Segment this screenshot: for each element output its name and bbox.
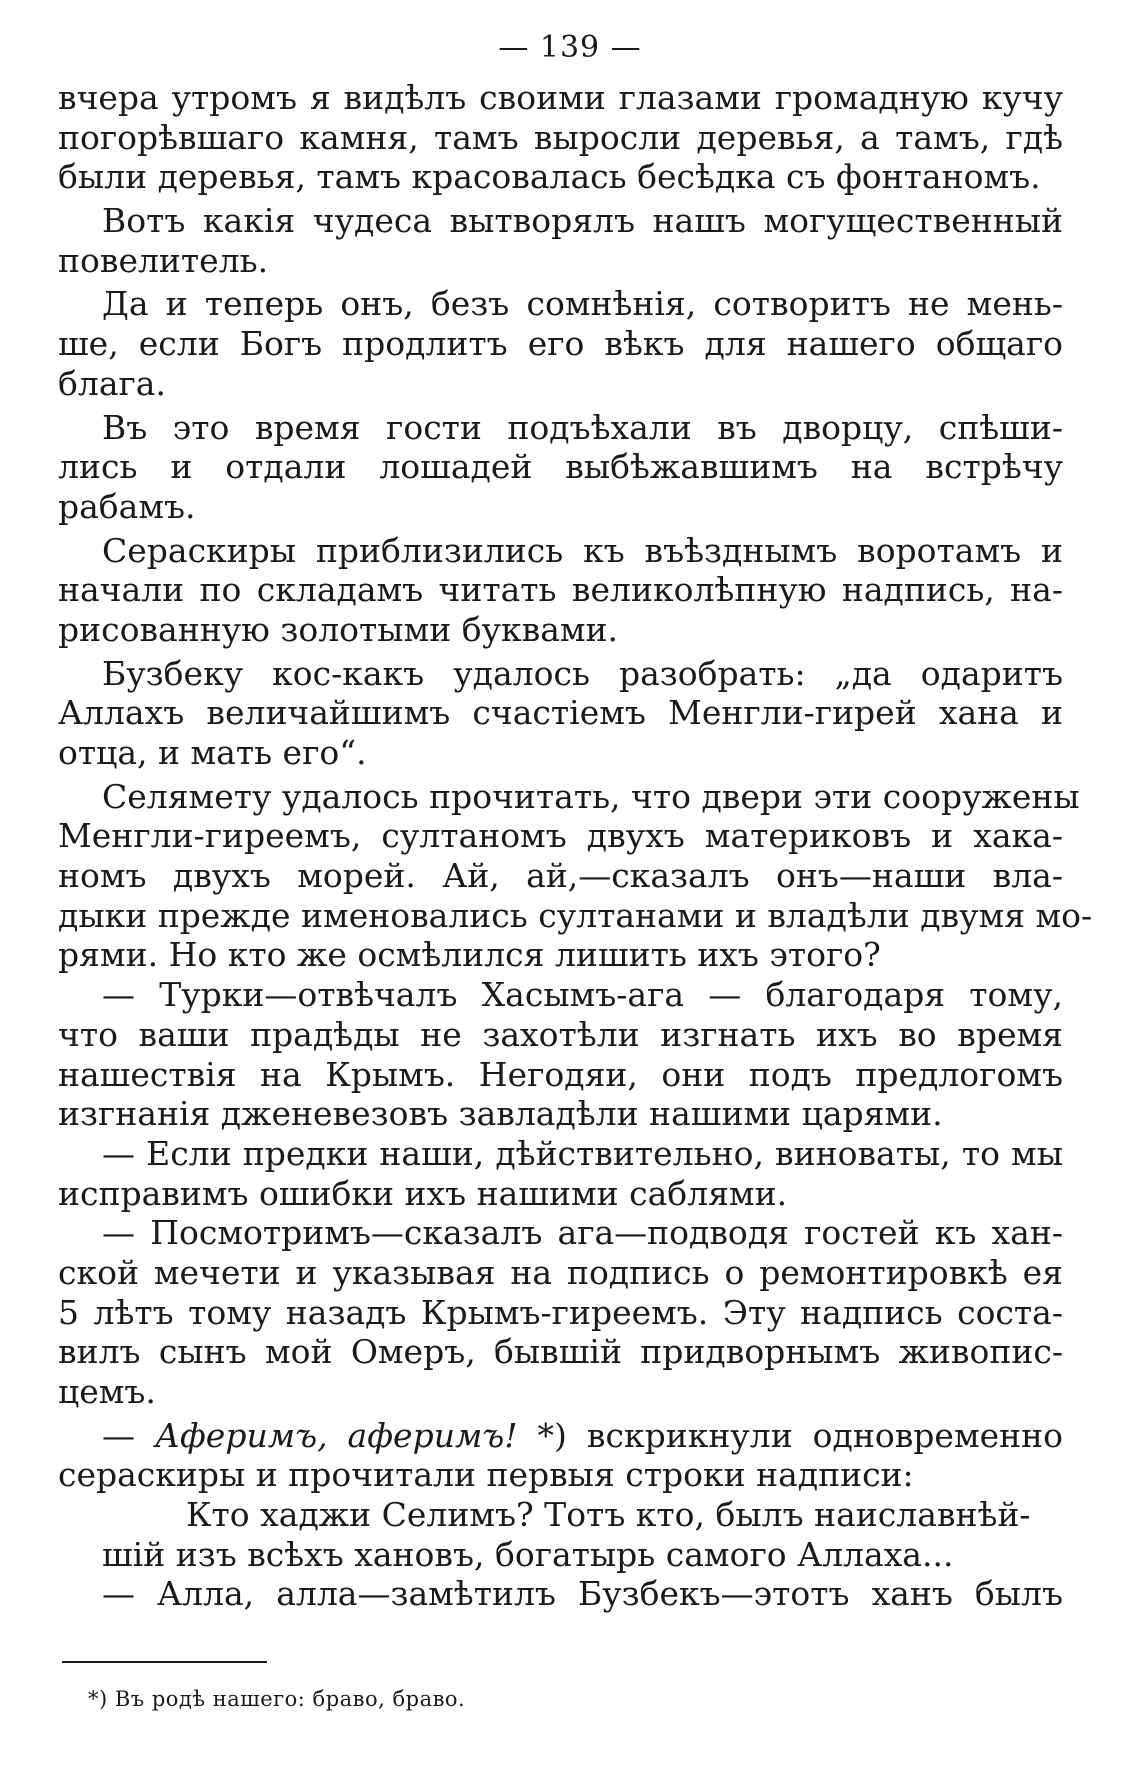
text-line: что ваши прадѣды не захотѣли изгнать ихъ во время bbox=[58, 1014, 1063, 1054]
footnote-divider bbox=[62, 1661, 267, 1663]
text-line: блага. bbox=[58, 363, 166, 403]
text-line: исправимъ ошибки ихъ нашими саблями. bbox=[58, 1173, 788, 1213]
text-line: Селямету удалось прочитать, что двери эти сооружены bbox=[102, 776, 1080, 816]
text-line: — Если предки наши, дѣйствительно, виноваты, то мы bbox=[102, 1133, 1063, 1173]
text-line: нашествія на Крымъ. Негодяи, они подъ предлогомъ bbox=[58, 1054, 1063, 1094]
text-line: рабамъ. bbox=[58, 486, 196, 526]
text-line: вчера утромъ я видѣлъ своими глазами громадную кучу bbox=[58, 78, 1063, 117]
text-line: начали по складамъ читать великолѣпную надпись, на- bbox=[58, 570, 1063, 610]
text-line: дыки прежде именовались султанами и владѣли двумя мо- bbox=[58, 895, 1093, 935]
text-line: сераскиры и прочитали первыя строки надписи: bbox=[58, 1455, 914, 1495]
text-line: погорѣвшаго камня, тамъ выросли деревья, а тамъ, гдѣ bbox=[58, 117, 1063, 157]
body-text bbox=[58, 78, 1093, 1614]
text-line: — Алла, алла—замѣтилъ Бузбекъ—этотъ ханъ былъ bbox=[102, 1574, 1063, 1614]
text-line: Сераскиры приблизились къ въѣзднымъ воротамъ и bbox=[102, 530, 1063, 570]
inscription-line: шій изъ всѣхъ хановъ, богатырь самого Аллаха... bbox=[102, 1534, 954, 1574]
footnote: *) Въ родѣ нашего: браво, браво. bbox=[88, 1687, 466, 1711]
text-line: — Турки—отвѣчалъ Хасымъ-ага — благодаря тому, bbox=[102, 975, 1063, 1015]
text-line: — Посмотримъ—сказалъ ага—подводя гостей къ хан- bbox=[102, 1213, 1063, 1253]
text-line: рями. Но кто же осмѣлился лишить ихъ этого? bbox=[58, 935, 881, 975]
text-line: Въ это время гости подъѣхали въ дворцу, спѣши- bbox=[102, 407, 1063, 447]
text-line: изгнанія дженевезовъ завладѣли нашими царями. bbox=[58, 1094, 943, 1134]
inscription-line: Кто хаджи Селимъ? Тотъ кто, былъ наиславнѣй- bbox=[186, 1495, 1031, 1535]
text-line: Вотъ какія чудеса вытворялъ нашъ могущественный bbox=[102, 201, 1063, 241]
text-line: рисованную золотыми буквами. bbox=[58, 609, 619, 649]
text-line: 5 лѣтъ тому назадъ Крымъ-гиреемъ. Эту надпись соста- bbox=[58, 1292, 1063, 1332]
dash-text: — bbox=[102, 1415, 155, 1455]
text-line: Да и теперь онъ, безъ сомнѣнія, сотворитъ не мень- bbox=[102, 284, 1063, 324]
text-line: цемъ. bbox=[58, 1372, 156, 1411]
page-number: — 139 — bbox=[498, 30, 642, 65]
text-line: ше, если Богъ продлитъ его вѣкъ для нашего общаго bbox=[58, 324, 1063, 364]
text-line: лись и отдали лошадей выбѣжавшимъ на встрѣчу bbox=[58, 447, 1063, 487]
text-line: отца, и мать его“. bbox=[58, 733, 367, 772]
italic-exclamation: Аферимъ, аферимъ! bbox=[154, 1415, 518, 1455]
text-line-exclamation bbox=[58, 1416, 1063, 1456]
text-line: ской мечети и указывая на подпись о ремонтировкѣ ея bbox=[58, 1252, 1063, 1292]
text-line: Бузбеку кос-какъ удалось разобрать: „да одаритъ bbox=[102, 653, 1063, 693]
text-line: Аллахъ величайшимъ счастіемъ Менгли-гирей хана и bbox=[58, 693, 1063, 733]
text-line: были деревья, тамъ красовалась бесѣдка съ фонтаномъ. bbox=[58, 157, 1041, 197]
exclamation-continuation: *) вскрикнули одновременно bbox=[517, 1415, 1063, 1455]
text-line: повелитель. bbox=[58, 240, 269, 280]
text-line: Менгли-гиреемъ, султаномъ двухъ материковъ и хака- bbox=[58, 816, 1063, 856]
text-line: вилъ сынъ мой Омеръ, бывшій придворнымъ живопис- bbox=[58, 1332, 1063, 1372]
text-line: номъ двухъ морей. Ай, ай,—сказалъ онъ—наши вла- bbox=[58, 856, 1063, 896]
